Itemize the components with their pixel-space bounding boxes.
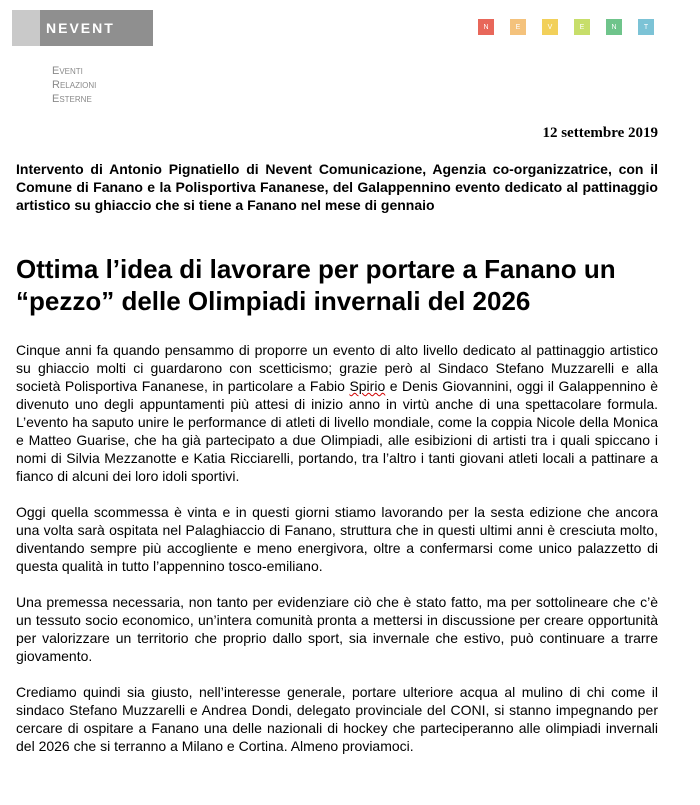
spellcheck-flagged-word: Spirio (349, 378, 386, 394)
intro-paragraph: Intervento di Antonio Pignatiello di Nevent Comunicazione, Agenzia co-organizzatrice, con il Comune di Fanano e la Polisportiva Fananese, del Galappennino evento dedicato al pattinaggio artistico su ghiaccio che si tiene a Fanano nel mese di gennaio (16, 161, 658, 213)
color-square-v: V (542, 19, 558, 35)
logo-mark (12, 10, 40, 46)
department-label (52, 64, 96, 106)
body-paragraph-4: Crediamo quindi sia giusto, nell’interesse generale, portare ulteriore acqua al mulino di chi come il sindaco Stefano Muzzarelli e Andrea Dondi, delegato provinciale del CONI, si stanno impegnando per cercare di ospitare a Fanano una delle nazionali di hockey che parteciperanno alle olimpiadi invernali del 2026 che si terranno a Milano e Cortina. Almeno proviamoci. (16, 684, 658, 754)
headline: Ottima l’idea di lavorare per portare a Fanano un “pezzo” delle Olimpiadi invernali del 2026 (16, 254, 616, 316)
color-square-n: N (478, 19, 494, 35)
department-line-3: Esterne (52, 93, 92, 105)
color-square-n2: N (606, 19, 622, 35)
body-paragraph-1: Cinque anni fa quando pensammo di proporre un evento di alto livello dedicato al pattinaggio artistico su ghiaccio molti ci guardarono con scetticismo; grazie però al Sindaco Stefano Muzzarelli e alla società Polisportiva Fananese, in particolare a Fabio Spirio e Denis Giovannini, oggi il Galappennino è divenuto uno degli appuntamenti più attesi di inizio anno in virtù anche di una spettacolare formula. L’evento ha saputo unire le performance di atleti di livello mondiale, come la coppia Nicole della Monica e Matteo Guarise, che ha già partecipato a due Olimpiadi, alle esibizioni di artisti tra i quali spiccano i nomi di Silvia Mezzanotte e Katia Ricciarelli, portando, tra l’altro i tanti giovani atleti locali a pattinare a fianco di alcuni dei loro idoli sportivi. (16, 342, 658, 484)
department-line-2: Relazioni (52, 79, 97, 91)
logo-text: NEVENT (46, 20, 115, 36)
article-body (16, 341, 658, 773)
color-square-t: T (638, 19, 654, 35)
department-line-1: Eventi (52, 65, 83, 77)
body-paragraph-3: Una premessa necessaria, non tanto per evidenziare ciò che è stato fatto, ma per sottolineare che c’è un tessuto socio economico, un’intera comunità pronta a mettersi in discussione per creare opportunità per valorizzare un territorio che proprio dallo sport, sia invernale che estivo, può continuare a trarre giovamento. (16, 594, 658, 664)
body-paragraph-2: Oggi quella scommessa è vinta e in questi giorni stiamo lavorando per la sesta edizione che ancora una volta sarà ospitata nel Palaghiaccio di Fanano, struttura che in questi ultimi anni è cresciuta molto, diventando sempre più accogliente e meno energivora, oltre a confermarsi come unico palazzetto di questa qualità in tutto l’appennino tosco-emiliano. (16, 504, 658, 574)
color-square-e2: E (574, 19, 590, 35)
nevent-logo (12, 10, 153, 46)
color-square-e: E (510, 19, 526, 35)
press-date: 12 settembre 2019 (542, 125, 658, 141)
